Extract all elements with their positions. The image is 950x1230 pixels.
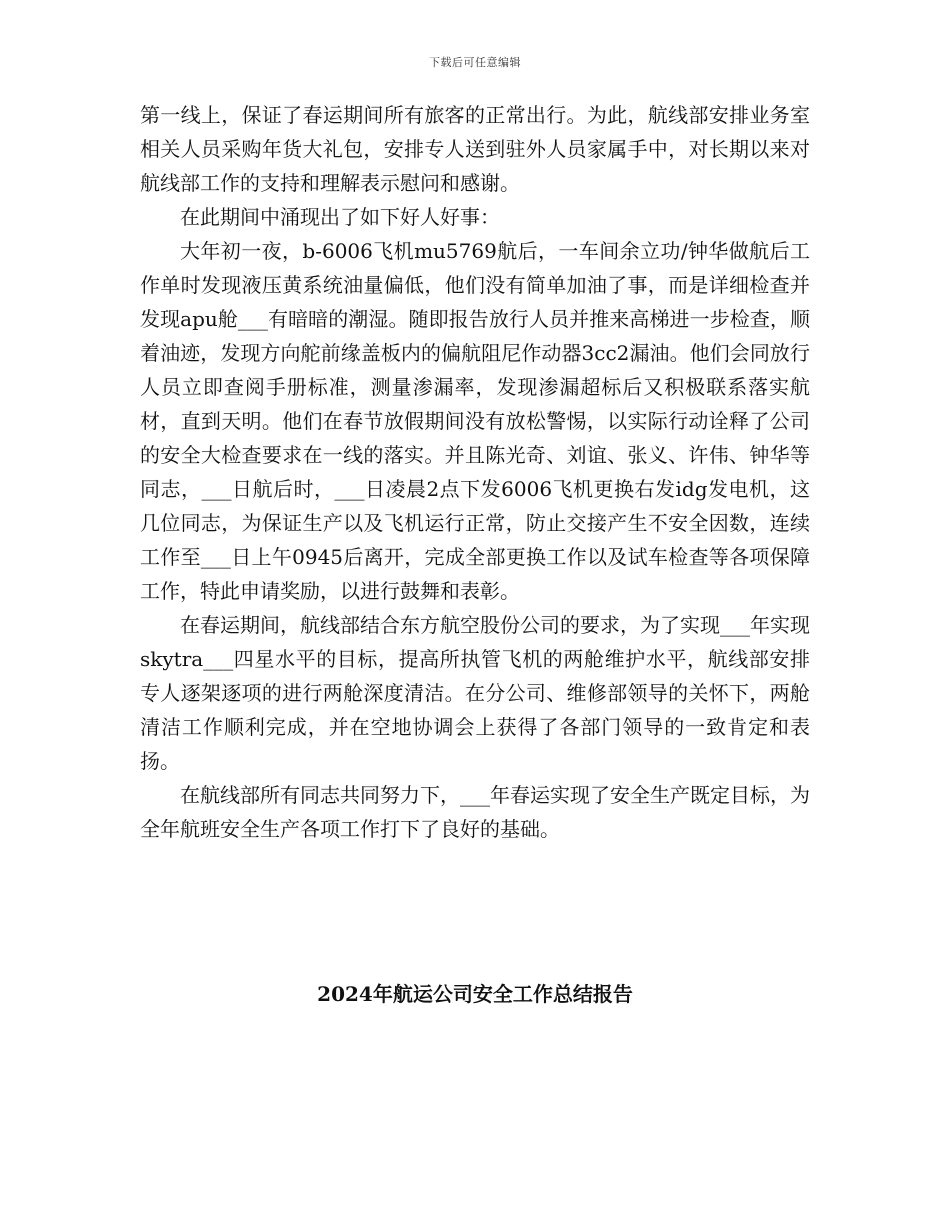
section-title: 2024年航运公司安全工作总结报告 [317, 982, 633, 1006]
paragraph-continuation: 第一线上，保证了春运期间所有旅客的正常出行。为此，航线部安排业务室相关人员采购年货大礼包，安排专人送到驻外人员家属手中，对长期以来对航线部工作的支持和理解表示慰问和感谢。 [140, 103, 810, 195]
paragraph-conclusion: 在航线部所有同志共同努力下，___年春运实现了安全生产既定目标，为全年航班安全生产各项工作打下了良好的基础。 [140, 783, 810, 841]
paragraph-intro-good-deeds: 在此期间中涌现出了如下好人好事： [180, 205, 500, 229]
paragraph-cabin-cleaning: 在春运期间，航线部结合东方航空股份公司的要求，为了实现___年实现skytra___四星水平的目标，提高所执管飞机的两舱维护水平，航线部安排专人逐架逐项的进行两舱深度清洁。在分公司、维修部领导的关怀下，两舱清洁工作顺利完成，并在空地协调会上获得了各部门领导的一致肯定和表扬。 [140, 613, 810, 773]
page-header: 下载后可任意编辑 [429, 56, 521, 69]
paragraph-new-year-incident: 大年初一夜，b-6006飞机mu5769航后，一车间余立功/钟华做航后工作单时发现液压黄系统油量偏低，他们没有简单加油了事，而是详细检查并发现apu舱___有暗暗的潮湿。随即报告放行人员并推来高梯进一步检查，顺着油迹，发现方向舵前缘盖板内的偏航阻尼作动器3cc2漏油。他们会同放行人员立即查阅手册标准，测量渗漏率，发现渗漏超标后又积极联系落实航材，直到天明。他们在春节放假期间没有放松警惕，以实际行动诠释了公司的安全大检查要求在一线的落实。并且陈光奇、刘谊、张义、许伟、钟华等同志，___日航后时，___日凌晨2点下发6006飞机更换右发idg发电机，这几位同志，为保证生产以及飞机运行正常，防止交接产生不安全因数，连续工作至___日上午0945后离开，完成全部更换工作以及试车检查等各项保障工作，特此申请奖励，以进行鼓舞和表彰。 [140, 239, 810, 603]
document-body [140, 98, 810, 846]
